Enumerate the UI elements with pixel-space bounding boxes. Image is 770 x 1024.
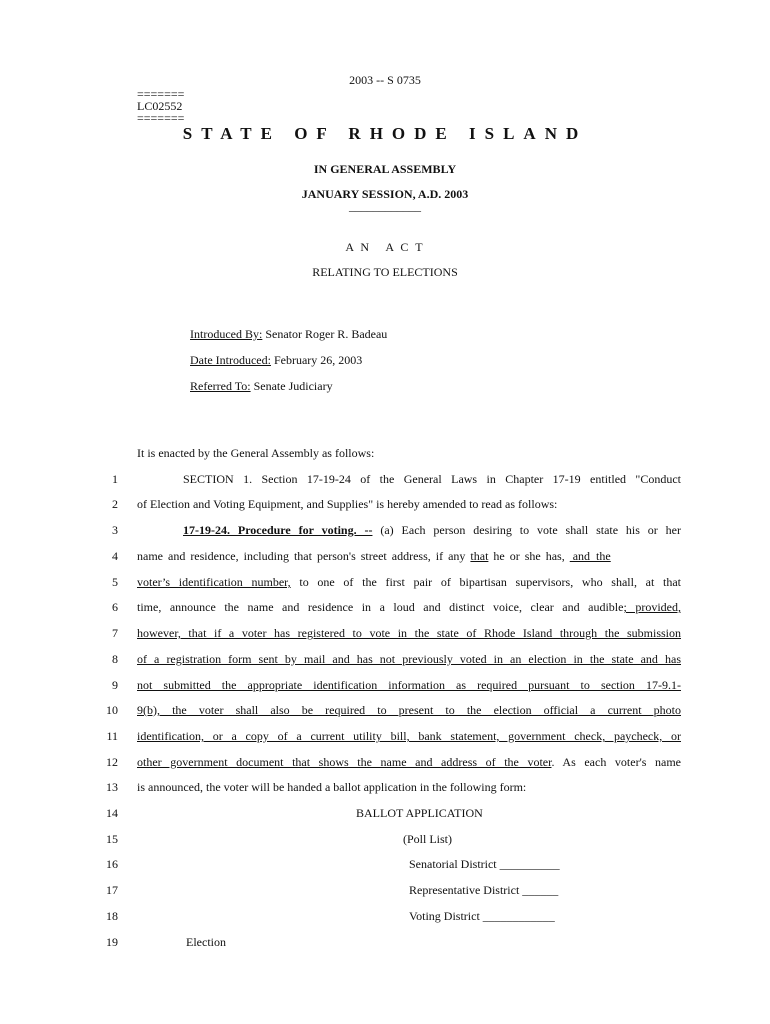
assembly-heading: IN GENERAL ASSEMBLY <box>313 162 457 176</box>
date-introduced <box>190 353 362 368</box>
line-number: 11 <box>106 729 118 743</box>
body-text: . As each voter's name <box>551 755 681 769</box>
body-line <box>137 600 681 615</box>
poll-list: (Poll List) <box>403 832 453 846</box>
body-text: name and residence, including that person's street address, if any <box>137 549 471 563</box>
body-line <box>137 549 681 564</box>
date-value: February 26, 2003 <box>270 353 363 367</box>
body-line: identification, or a copy of a current utility bill, bank statement, government check, paycheck, or <box>137 729 681 743</box>
line-number: 6 <box>112 600 118 614</box>
introduced-value: Senator Roger R. Badeau <box>262 327 388 341</box>
representative-district: Representative District ______ <box>409 883 559 897</box>
rule-bottom: ======= <box>137 111 185 125</box>
enacting-clause: It is enacted by the General Assembly as follows: <box>137 446 375 460</box>
section-heading: 17-19-24. Procedure for voting. -- <box>183 523 373 537</box>
line-number: 9 <box>112 678 118 692</box>
line-number: 7 <box>112 626 118 640</box>
lc-number: LC02552 <box>137 99 183 113</box>
body-line <box>137 755 681 770</box>
body-line: however, that if a voter has registered to vote in the state of Rhode Island through the submission <box>137 626 681 640</box>
body-line <box>137 575 681 590</box>
body-line: not submitted the appropriate identification information as required pursuant to section 17-9.1- <box>137 678 681 692</box>
date-label: Date Introduced: <box>190 353 271 367</box>
line-number: 16 <box>106 857 118 871</box>
line-number: 15 <box>106 832 118 846</box>
bill-id: 2003 -- S 0735 <box>349 73 421 87</box>
line-number: 5 <box>112 575 118 589</box>
referred-to <box>190 379 333 394</box>
inserted-text: other government document that shows the name and address of the voter <box>137 755 552 769</box>
introduced-label: Introduced By: <box>190 327 263 341</box>
voting-district: Voting District ____________ <box>409 909 555 923</box>
session-rule: ____________ <box>349 199 421 213</box>
act-heading: A N A C T <box>345 240 425 254</box>
line-number: 12 <box>106 755 118 769</box>
inserted-text: ; provided, <box>623 600 681 614</box>
relating-heading: RELATING TO ELECTIONS <box>312 265 458 279</box>
inserted-text: voter’s identification number, <box>137 575 291 589</box>
line-number: 10 <box>106 703 118 717</box>
line-number: 1 <box>112 472 118 486</box>
ballot-application-heading: BALLOT APPLICATION <box>356 806 483 820</box>
body-line: of a registration form sent by mail and has not previously voted in an election in the state and has <box>137 652 681 666</box>
line-number: 18 <box>106 909 118 923</box>
state-title: STATE OF RHODE ISLAND <box>182 124 588 143</box>
line-number: 14 <box>106 806 118 820</box>
body-text: (a) Each person desiring to vote shall state his or her <box>372 523 681 537</box>
line-number: 13 <box>106 780 118 794</box>
line-number: 8 <box>112 652 118 666</box>
referred-value: Senate Judiciary <box>250 379 333 393</box>
body-line: 9(b), the voter shall also be required to present to the election official a current photo <box>137 703 681 717</box>
line-number: 19 <box>106 935 118 949</box>
session-heading: JANUARY SESSION, A.D. 2003 <box>301 187 469 201</box>
body-text: he or she has, <box>488 549 570 563</box>
body-line: of Election and Voting Equipment, and Supplies" is hereby amended to read as follows: <box>137 497 558 511</box>
body-line <box>137 523 681 538</box>
line-number: 2 <box>112 497 118 511</box>
line-number: 17 <box>106 883 118 897</box>
inserted-text: that <box>470 549 489 563</box>
election-label: Election <box>186 935 226 949</box>
body-text: to one of the first pair of bipartisan supervisors, who shall, at that <box>290 575 681 589</box>
referred-label: Referred To: <box>190 379 251 393</box>
body-line: SECTION 1. Section 17-19-24 of the General Laws in Chapter 17-19 entitled "Conduct <box>183 472 681 486</box>
inserted-text: and the <box>569 549 611 563</box>
body-text: time, announce the name and residence in a loud and distinct voice, clear and audible <box>137 600 624 614</box>
rule-top: ======= <box>137 87 185 101</box>
introduced-by <box>190 327 387 342</box>
body-line: is announced, the voter will be handed a ballot application in the following form: <box>137 780 527 794</box>
line-number: 3 <box>112 523 118 537</box>
line-number: 4 <box>112 549 118 563</box>
senatorial-district: Senatorial District __________ <box>409 857 560 871</box>
